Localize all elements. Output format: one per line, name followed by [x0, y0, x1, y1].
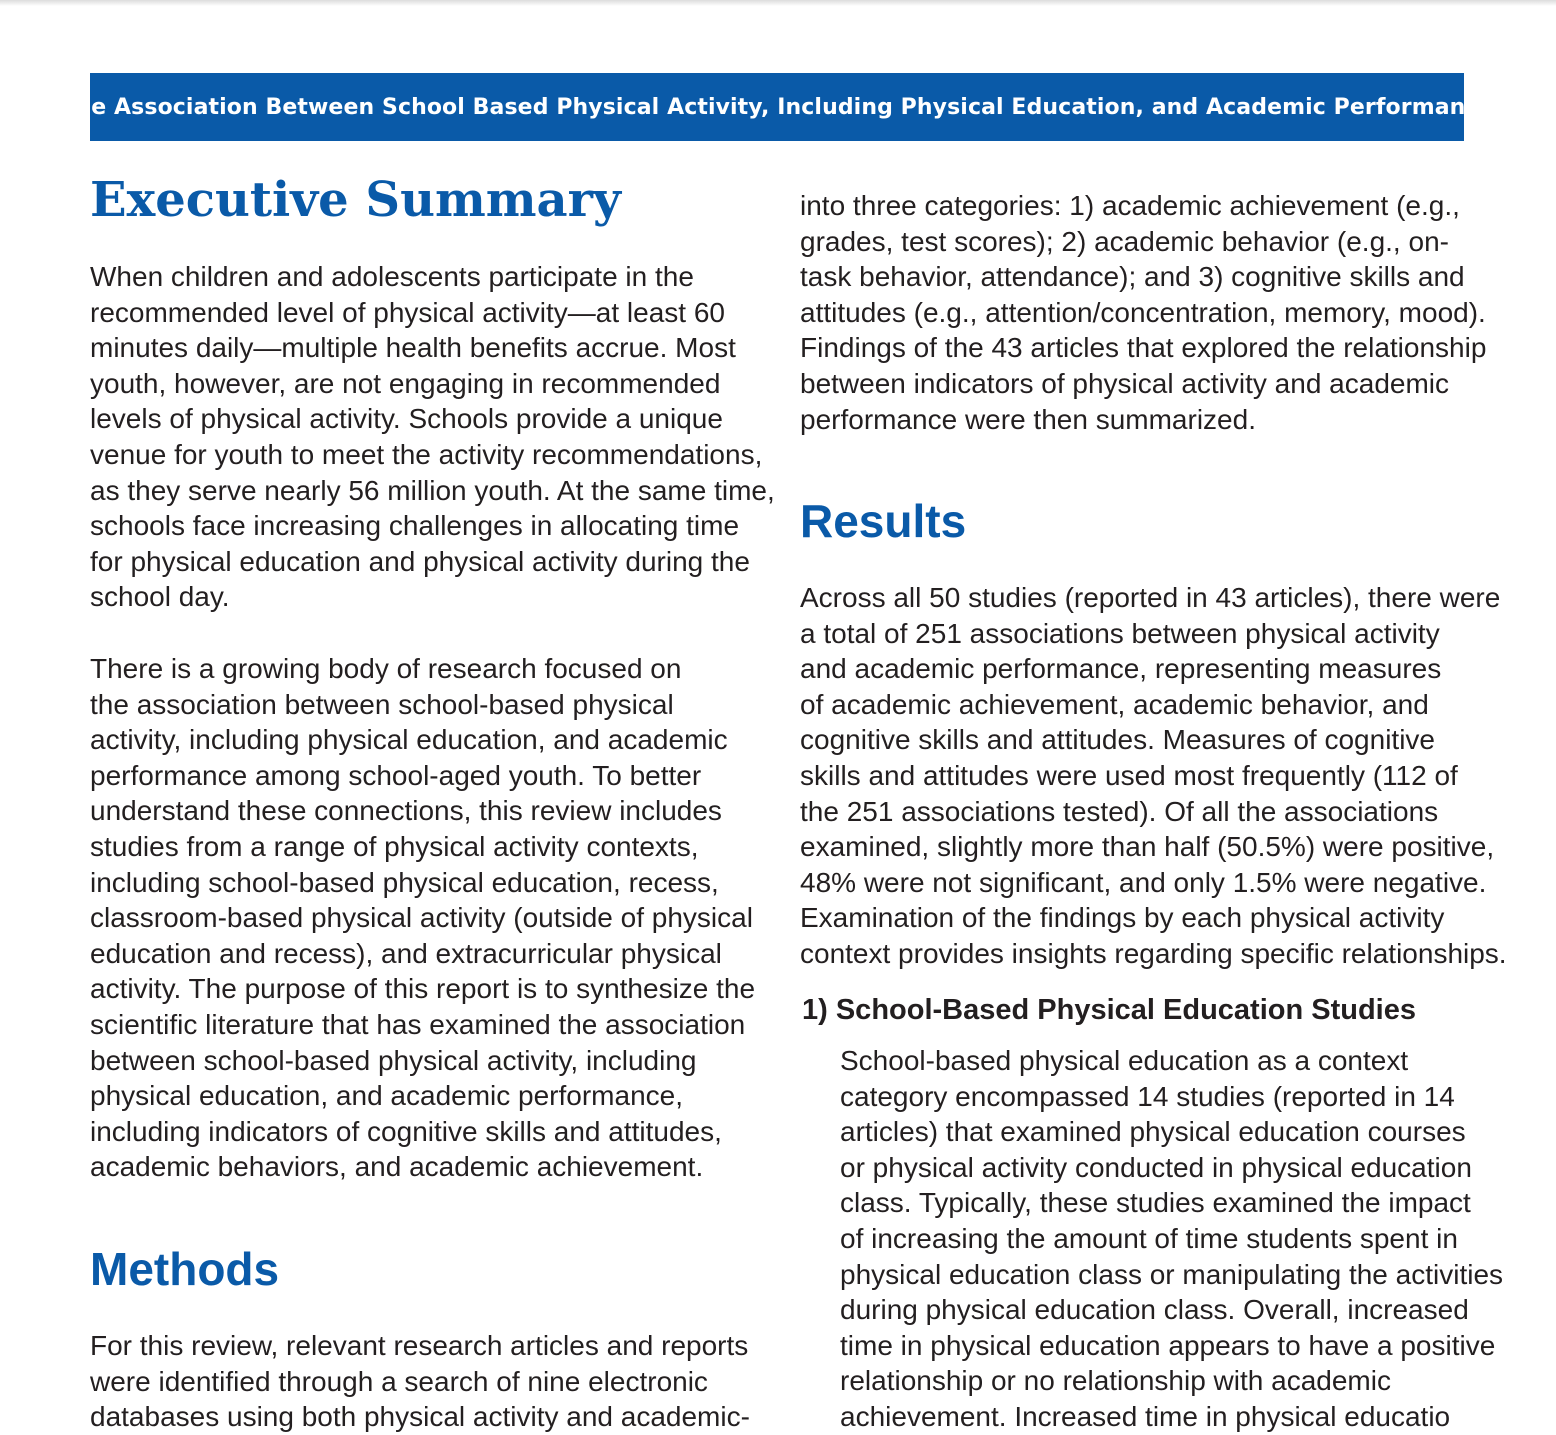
- subsection-1-paragraph: [840, 1043, 1503, 1435]
- text-line: context provides insights regarding specific relationships.: [800, 937, 1507, 969]
- text-line: a total of 251 associations between physical activity: [800, 617, 1440, 649]
- text-line: time in physical education appears to have a positive: [840, 1329, 1496, 1361]
- text-line: studies from a range of physical activity contexts,: [90, 830, 699, 862]
- text-line: 48% were not significant, and only 1.5% were negative.: [800, 866, 1487, 898]
- subsection-1-heading: 1) School-Based Physical Education Studies: [802, 994, 1416, 1026]
- text-line: were identified through a search of nine electronic: [90, 1365, 708, 1397]
- text-line: Findings of the 43 articles that explored the relationship: [800, 332, 1487, 364]
- results-heading: Results: [800, 495, 967, 547]
- text-line: School-based physical education as a context: [840, 1045, 1409, 1076]
- text-line: and academic performance, representing measures: [800, 653, 1442, 685]
- text-line: When children and adolescents participate in the: [90, 261, 694, 292]
- text-line: task behavior, attendance); and 3) cognitive skills and: [800, 261, 1465, 293]
- text-line: Examination of the findings by each physical activity: [800, 902, 1445, 934]
- results-paragraph: [800, 580, 1507, 972]
- text-line: youth, however, are not engaging in recommended: [90, 367, 721, 399]
- text-line: scientific literature that has examined the association: [90, 1008, 746, 1040]
- text-line: Across all 50 studies (reported in 43 articles), there were: [800, 582, 1501, 613]
- text-line: during physical education class. Overall, increased: [840, 1294, 1469, 1326]
- page-top-shadow: [0, 0, 1556, 6]
- text-line: cognitive skills and attitudes. Measures of cognitive: [800, 724, 1435, 756]
- text-line: including indicators of cognitive skills and attitudes,: [90, 1115, 722, 1147]
- text-line: For this review, relevant research articles and reports: [90, 1330, 749, 1361]
- text-line: the association between school-based physical: [90, 688, 674, 720]
- text-line: articles) that examined physical education courses: [840, 1116, 1466, 1148]
- text-line: examined, slightly more than half (50.5%) were positive,: [800, 831, 1495, 863]
- methods-paragraph: [90, 1328, 750, 1435]
- text-line: or physical activity conducted in physical education: [840, 1151, 1472, 1183]
- text-line: activity. The purpose of this report is to synthesize the: [90, 973, 756, 1005]
- text-line: of academic achievement, academic behavior, and: [800, 688, 1429, 720]
- text-line: recommended level of physical activity—at least 60: [90, 296, 725, 328]
- text-line: relationship or no relationship with academic: [840, 1365, 1391, 1397]
- executive-summary-heading: Executive Summary: [90, 172, 621, 228]
- text-line: activity, including physical education, and academic: [90, 724, 728, 756]
- text-line: performance were then summarized.: [800, 403, 1256, 435]
- methods-continued-paragraph: [800, 188, 1486, 437]
- text-line: databases using both physical activity and academic-: [90, 1401, 750, 1433]
- report-title-banner: [60, 73, 1494, 141]
- text-line: including school-based physical education, recess,: [90, 866, 719, 898]
- text-line: levels of physical activity. Schools provide a unique: [90, 403, 723, 435]
- text-line: between indicators of physical activity and academic: [800, 367, 1450, 399]
- text-line: attitudes (e.g., attention/concentration, memory, mood).: [800, 296, 1486, 328]
- text-line: schools face increasing challenges in allocating time: [90, 510, 740, 542]
- text-line: of increasing the amount of time students spent in: [840, 1222, 1458, 1254]
- text-line: category encompassed 14 studies (reported in 14: [840, 1080, 1455, 1112]
- text-line: venue for youth to meet the activity recommendations,: [90, 438, 763, 470]
- text-line: grades, test scores); 2) academic behavior (e.g., on-: [800, 225, 1449, 257]
- executive-summary-paragraph-1: [90, 259, 775, 615]
- text-line: performance among school-aged youth. To better: [90, 759, 702, 791]
- text-line: for physical education and physical activity during the: [90, 545, 750, 577]
- text-line: school day.: [90, 581, 230, 613]
- text-line: class. Typically, these studies examined the impact: [840, 1187, 1471, 1219]
- text-line: understand these connections, this review includes: [90, 795, 722, 827]
- text-line: physical education class or manipulating the activities: [840, 1258, 1504, 1290]
- text-line: achievement. Increased time in physical educatio: [840, 1400, 1451, 1432]
- text-line: as they serve nearly 56 million youth. At the same time,: [90, 474, 775, 506]
- text-line: There is a growing body of research focused on: [90, 653, 682, 684]
- text-line: skills and attitudes were used most frequently (112 of: [800, 759, 1458, 791]
- text-line: classroom-based physical activity (outside of physical: [90, 902, 753, 934]
- text-line: between school-based physical activity, including: [90, 1044, 697, 1076]
- text-line: academic behaviors, and academic achievement.: [90, 1151, 704, 1183]
- text-line: education and recess), and extracurricular physical: [90, 937, 722, 969]
- text-line: into three categories: 1) academic achievement (e.g.,: [800, 190, 1460, 221]
- text-line: minutes daily—multiple health benefits accrue. Most: [90, 332, 736, 364]
- methods-heading: Methods: [90, 1243, 280, 1295]
- text-line: physical education, and academic performance,: [90, 1080, 684, 1112]
- executive-summary-paragraph-2: [90, 651, 755, 1185]
- text-line: the 251 associations tested). Of all the associations: [800, 795, 1439, 827]
- report-title: The Association Between School Based Physical Activity, Including Physical Education, and Academic Performance: [60, 94, 1494, 120]
